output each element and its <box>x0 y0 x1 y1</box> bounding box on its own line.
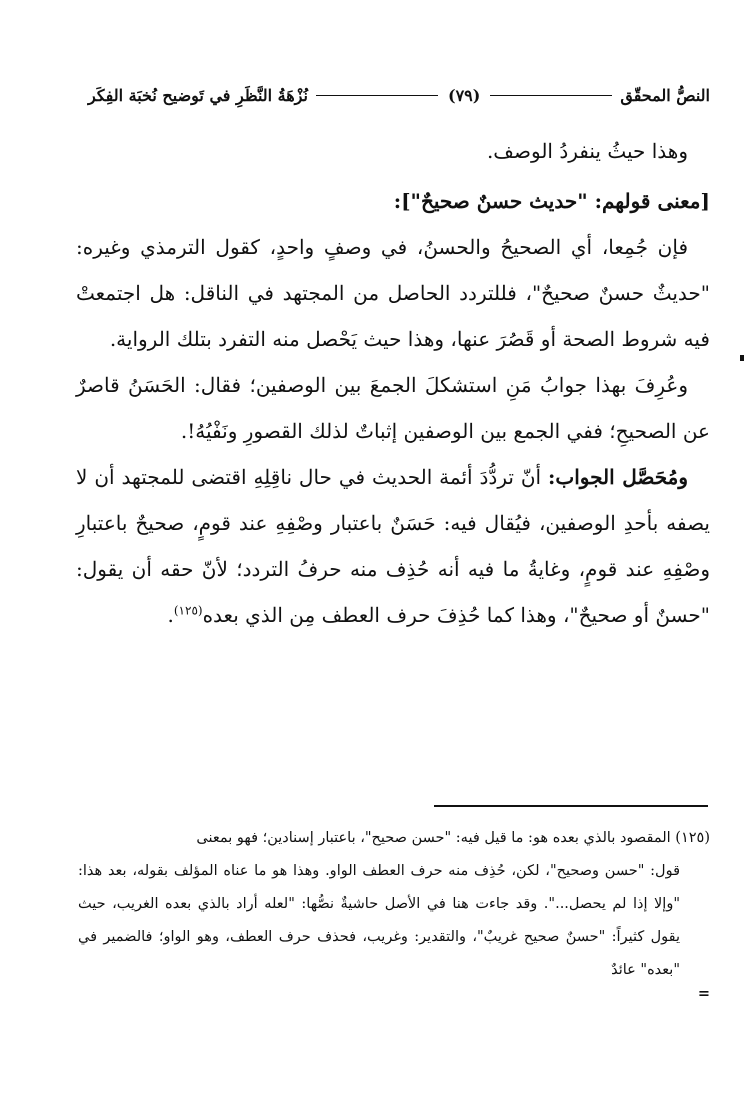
footnote <box>78 822 710 1001</box>
paragraph-3 <box>76 454 710 638</box>
header-rule-left <box>316 95 438 96</box>
running-header <box>88 80 710 110</box>
paragraph-1: فإن جُمِعا، أي الصحيحُ والحسنُ، في وصفٍ واحدٍ، كقول الترمذي وغيره: "حديثٌ حسنٌ صحيحٌ"، فللتردد الحاصل من المجتهد في الناقل: هل اجتمعتْ فيه شروط الصحة أو قَصُرَ عنها، وهذا حيث يَحْصل منه التفرد بتلك الرواية. <box>76 235 710 351</box>
paragraph-3-text: أنّ تردُّدَ أئمة الحديث في حال ناقِلِهِ اقتضى للمجتهد أن لا يصفه بأحدِ الوصفين، فيُقال فيه: حَسَنٌ باعتبار وصْفِهِ عند قومٍ، صحيحٌ باعتبارِ وصْفِهِ عند قومٍ، وغايةُ ما فيه أنه حُذِف منه حرفُ التردد؛ لأنّ حقه أن يقول: "حسنٌ أو صحيحٌ"، وهذا كما حُذِفَ حرف العطف مِن الذي بعده <box>76 465 710 627</box>
footnote-reference[interactable]: (١٢٥) <box>173 603 203 618</box>
margin-mark <box>740 355 744 361</box>
intro-line: وهذا حيثُ ينفردُ الوصف. <box>486 139 688 163</box>
continuation-mark: = <box>697 985 710 1002</box>
paragraph-2: وعُرِفَ بهذا جوابُ مَنِ استشكلَ الجمعَ بين الوصفين؛ فقال: الحَسَنُ قاصرٌ عن الصحيحِ؛ ففي الجمع بين الوصفين إثباتٌ لذلك القصورِ ونَفْيُهُ!. <box>76 373 710 443</box>
footnote-divider <box>434 805 708 807</box>
main-text <box>76 128 710 638</box>
page-number: (٧٩) <box>447 85 481 105</box>
paragraph-3-end: . <box>167 603 174 627</box>
footnote-first-line <box>78 822 710 855</box>
footnote-number: (١٢٥) <box>675 830 710 846</box>
header-rule-right <box>490 95 612 96</box>
section-heading: [معنى قولهم: "حديث حسنٌ صحيحٌ"]: <box>393 189 710 213</box>
book-title: نُزْهَةُ النَّظَرِ في تَوضيح نُخبَة الفِكَر <box>88 85 308 105</box>
footnote-text-first: المقصود بالذي بعده هو: ما قيل فيه: "حسن صحيح"، باعتبار إسنادين؛ فهو بمعنى <box>196 830 671 846</box>
footnote-continuation: قول: "حسن وصحيح"، لكن، حُذِف منه حرف العطف الواو. وهذا هو ما عناه المؤلف بقوله، بعد هذا: "وإلا إذا لم يحصل...". وقد جاءت هنا في الأصل حاشيةٌ نصُّها: "لعله أراد بالذي بعده الغريب، حيث يقول كثيراً: "حسنٌ صحيح غريبٌ"، والتقدير: وغريب، فحذف حرف العطف، وهو الواو؛ فالضمير في "بعده" عائدٌ <box>78 863 680 978</box>
section-label: النصُّ المحقّق <box>620 85 710 105</box>
answer-lead: ومُحَصَّل الجواب: <box>548 465 688 489</box>
